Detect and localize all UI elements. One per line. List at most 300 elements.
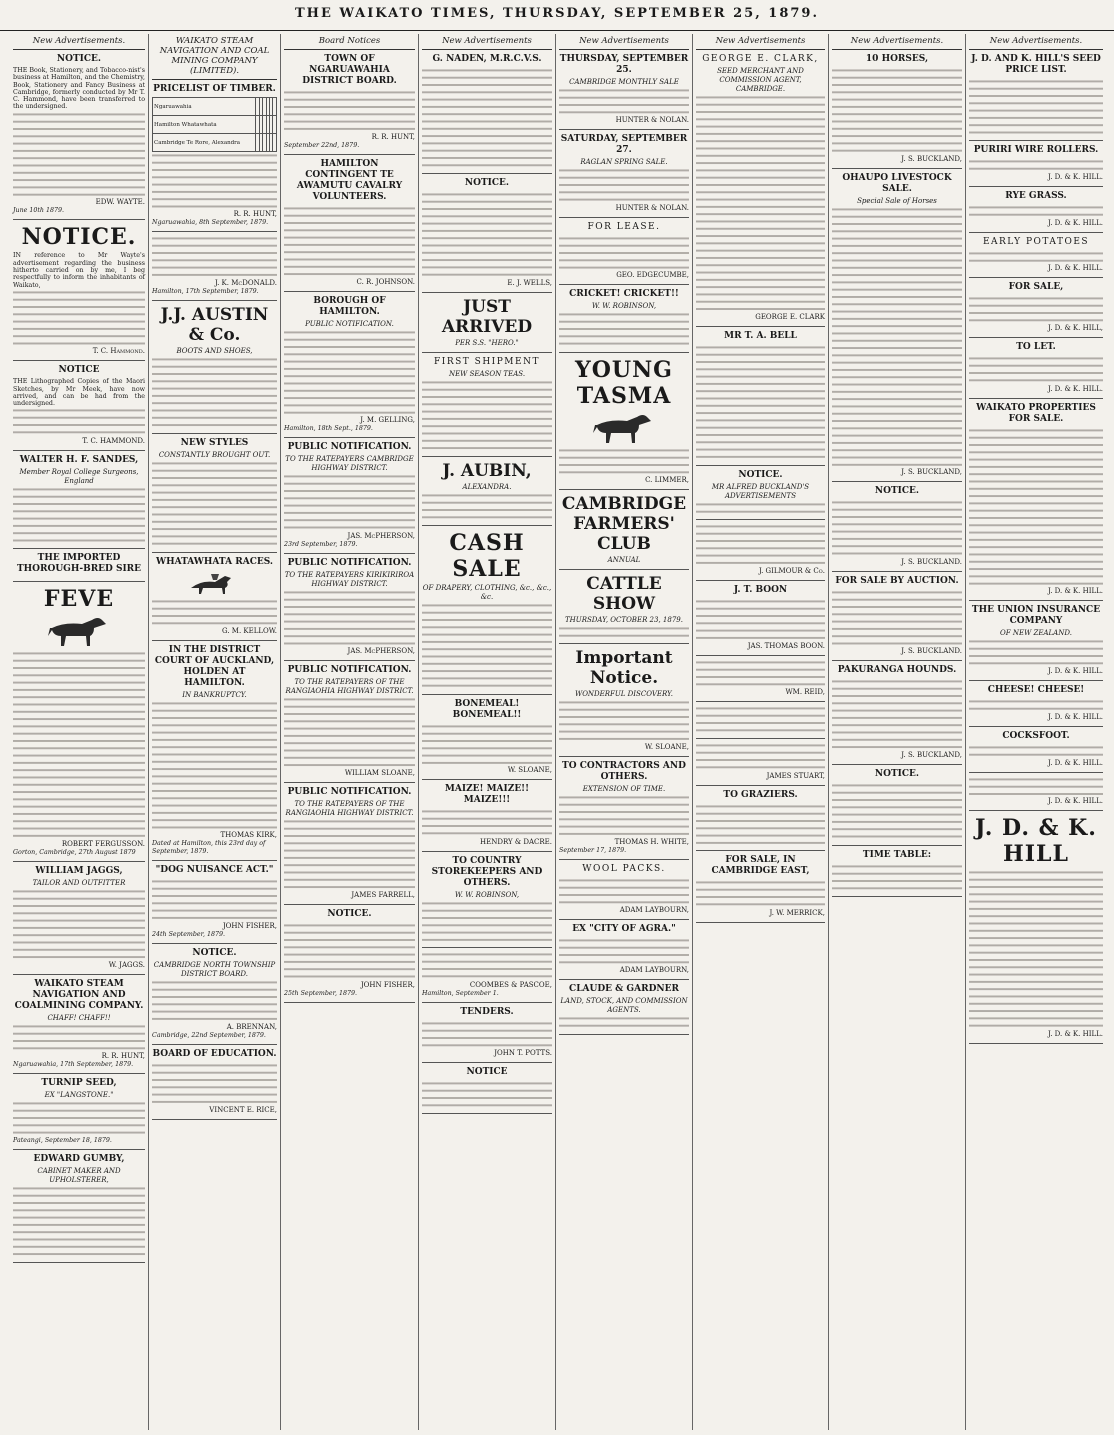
ad-signature: GEO. EDGECUMBE, (616, 271, 689, 280)
ad-small-print (969, 744, 1103, 759)
ad-subheading: SEED MERCHANT AND COMMISSION AGENT, CAMBRIDGE. (717, 67, 804, 93)
ad-heading: NOTICE. (874, 769, 920, 780)
ad-subheading: W. W. ROBINSON, (454, 890, 520, 899)
ad-heading: FOR SALE, (1008, 282, 1064, 293)
ad-signature: THOMAS KIRK, (220, 831, 277, 840)
ad-heading: G. NADEN, M.R.C.V.S. (432, 54, 542, 64)
ad-heading: HAMILTON CONTINGENT TE AWAMUTU CAVALRY VOLUNTEERS. (296, 158, 403, 202)
ad-small-print (152, 460, 277, 548)
advertisement (969, 338, 1103, 398)
ad-signature: J. D. & K. HILL. (1047, 797, 1103, 806)
ad-heading: TO LET. (1016, 342, 1056, 353)
ad-small-print (969, 78, 1103, 136)
ad-small-print (152, 979, 277, 1023)
ad-subheading: Member Royal College Surgeons, England (19, 467, 139, 485)
column-6 (693, 34, 829, 1430)
advertisement (284, 50, 415, 155)
price-cell (273, 134, 277, 152)
ad-body-text: THE Book, Stationery, and Tobacco-nist's business at Hamilton, and the Chemistry, Book, Stationery and Fancy Business at Cambridge, formerly conducted by Mr T. C. Hammond, have been transferred to the undersigned. (13, 67, 145, 111)
ad-signature: J. S. BUCKLAND. (901, 557, 962, 566)
advertisement (832, 50, 962, 169)
advertisement (152, 1045, 277, 1120)
ad-small-print (696, 705, 825, 734)
ad-signature: J. S. BUCKLAND. (901, 647, 962, 656)
ad-small-print (832, 782, 962, 840)
advertisement (696, 581, 825, 656)
ad-signature: JAS. McPHERSON, (347, 531, 415, 540)
ad-signature: J. D. & K. HILL. (1047, 587, 1103, 596)
column-2 (149, 34, 281, 1430)
advertisement (284, 783, 415, 905)
timber-price-table (152, 97, 277, 152)
ad-heading: JUST ARRIVED (441, 296, 533, 337)
ad-small-print (559, 877, 689, 906)
ad-signature: J. W. MERRICK, (769, 908, 825, 917)
ad-signature: A. BRENNAN, (226, 1022, 277, 1031)
ad-small-print (13, 407, 145, 436)
ad-signature: GEORGE E. CLARK (755, 313, 825, 321)
ad-date: 25th September, 1879. (284, 989, 358, 997)
ad-date: 24th September, 1879. (152, 931, 226, 939)
ad-heading: NOTICE. (738, 469, 783, 480)
ad-signature: HENDRY & DACRE. (480, 837, 552, 846)
ad-subheading: CAMBRIDGE MONTHLY SALE (569, 78, 679, 86)
advertisement (559, 218, 689, 286)
ad-small-print (969, 698, 1103, 713)
ad-heading: PAKURANGA HOUNDS. (837, 665, 957, 676)
ad-small-print (284, 329, 415, 417)
ad-heading: PUBLIC NOTIFICATION. (287, 557, 412, 568)
ad-signature: THOMAS H. WHITE, (614, 838, 689, 847)
ad-subheading: Special Sale of Horses (857, 196, 937, 205)
ad-subheading: BOOTS AND SHOES, (176, 347, 253, 356)
ad-subheading: LAND, STOCK, AND COMMISSION AGENTS. (560, 997, 688, 1015)
ad-signature: J. S. BUCKLAND, (901, 154, 962, 163)
ad-small-print (832, 206, 962, 469)
ad-subheading: WONDERFUL DISCOVERY. (575, 690, 673, 699)
ad-heading: PRICELIST OF TIMBER. (153, 84, 276, 94)
advertisement (969, 681, 1103, 727)
column-8 (966, 34, 1106, 1430)
ad-heading: WILLIAM JAGGS, (35, 865, 123, 876)
ad-heading: WAIKATO PROPERTIES FOR SALE. (976, 402, 1096, 424)
ad-small-print (284, 205, 415, 278)
advertisement (832, 846, 962, 897)
ad-small-print (559, 1015, 689, 1030)
ad-heading: OHAUPO LIVESTOCK SALE. (842, 172, 952, 194)
ad-heading: TO COUNTRY STOREKEEPERS AND OTHERS. (431, 855, 543, 888)
ad-heading: MAIZE! MAIZE!! MAIZE!!! (444, 784, 530, 806)
ad-heading: TURNIP SEED, (41, 1078, 117, 1088)
ad-signature: J. S. BUCKLAND, (901, 468, 962, 477)
ad-subheading: ALEXANDRA. (462, 482, 512, 491)
ad-signature: W. JAGGS. (108, 960, 145, 969)
ad-small-print (284, 589, 415, 647)
ad-subheading: OF DRAPERY, CLOTHING, &c., &c., &c. (422, 583, 552, 601)
ad-small-print (559, 937, 689, 966)
column-1 (10, 34, 149, 1430)
ad-small-print (969, 295, 1103, 324)
column-5 (556, 34, 693, 1430)
advertisement (969, 50, 1103, 141)
column-7 (829, 34, 966, 1430)
price-cell (273, 116, 277, 134)
ad-subheading: MR ALFRED BUCKLAND'S ADVERTISEMENTS (711, 482, 810, 500)
advertisement (969, 233, 1103, 279)
ad-heading: THE IMPORTED THOROUGH-BRED SIRE (16, 553, 142, 575)
column-header: New Advertisements (422, 34, 552, 50)
ad-signature: JAMES FARRELL, (351, 891, 415, 900)
ad-small-print (696, 879, 825, 908)
ad-heading: RYE GRASS. (1005, 190, 1067, 201)
price-row-label: Hamilton Whatawhata (153, 116, 256, 134)
ad-signature: JOHN T. POTTS. (494, 1048, 552, 1057)
ad-small-print (422, 1080, 552, 1109)
ad-heading: PURIRI WIRE ROLLERS. (973, 145, 1099, 156)
advertisement (696, 786, 825, 852)
ad-heading: TO CONTRACTORS AND OTHERS. (562, 761, 686, 783)
advertisement (559, 490, 689, 570)
advertisement (696, 466, 825, 521)
masthead (0, 0, 1114, 31)
advertisement (696, 851, 825, 922)
ad-small-print (969, 355, 1103, 384)
ad-small-print (152, 1062, 277, 1106)
ad-signature: R. R. HUNT, (101, 1052, 145, 1060)
advertisement (13, 451, 145, 549)
ad-signature: W. SLOANE, (507, 766, 552, 775)
ad-small-print (559, 311, 689, 348)
advertisement (696, 327, 825, 466)
ad-heading: TENDERS. (460, 1006, 514, 1017)
ad-signature: EDW. WAYTE. (95, 198, 145, 207)
column-header: WAIKATO STEAM NAVIGATION AND COAL MINING COMPANY (LIMITED). (152, 34, 277, 80)
ad-small-print (152, 598, 277, 627)
ad-heading: GEORGE E. CLARK, (702, 54, 819, 64)
ad-heading: "DOG NUISANCE ACT." (155, 865, 274, 876)
ad-heading: TIME TABLE: (862, 849, 932, 860)
ad-small-print (969, 250, 1103, 265)
ad-subheading: IN BANKRUPTCY. (182, 690, 247, 699)
ad-heading: NOTICE (58, 365, 100, 376)
ad-date: September 17, 1879. (559, 847, 627, 855)
ad-small-print (152, 152, 277, 210)
ad-small-print (969, 638, 1103, 667)
ad-small-print (696, 501, 825, 516)
advertisement (559, 130, 689, 218)
ad-small-print (13, 111, 145, 199)
ad-small-print (422, 723, 552, 767)
ad-small-print (422, 951, 552, 980)
advertisement (969, 141, 1103, 187)
ad-heading: PUBLIC NOTIFICATION. (287, 442, 412, 453)
ad-signature: J. D. & K. HILL, (1047, 324, 1103, 333)
ad-subheading: CHAFF! CHAFF!! (47, 1013, 111, 1022)
ad-small-print (696, 742, 825, 771)
advertisement (284, 438, 415, 553)
ad-signature: JOHN FISHER, (222, 922, 277, 931)
ad-small-print (696, 344, 825, 461)
advertisement (832, 572, 962, 661)
ad-heading: CLAUDE & GARDNER (569, 984, 679, 995)
ad-signature: J. D. & K. HILL. (1047, 384, 1103, 393)
ad-heading: CASH SALE (449, 529, 525, 582)
advertisement (559, 570, 689, 645)
price-cell (273, 98, 277, 116)
ad-heading: NOTICE (466, 1066, 508, 1077)
ad-heading: PUBLIC NOTIFICATION. (287, 787, 412, 798)
column-3 (281, 34, 419, 1430)
ad-subheading: TAILOR AND OUTFITTER (32, 878, 126, 887)
advertisement (969, 399, 1103, 602)
ad-subheading: TO THE RATEPAYERS OF THE RANGIAOHIA HIGHWAY DISTRICT. (285, 678, 414, 696)
advertisement (559, 920, 689, 980)
advertisement (13, 549, 145, 582)
ad-small-print (422, 1020, 552, 1049)
advertisement (969, 727, 1103, 773)
ad-heading: J. AUBIN, (442, 460, 532, 481)
ad-subheading: TO THE RATEPAYERS OF THE RANGIAOHIA HIGHWAY DISTRICT. (285, 800, 414, 818)
ad-signature: JAMES STUART, (766, 771, 825, 780)
horse-engraving-icon (44, 614, 114, 648)
advertisement (152, 861, 277, 944)
ad-small-print (13, 289, 145, 347)
advertisement (832, 169, 962, 483)
ad-heading: J. T. BOON (733, 585, 788, 596)
advertisement (969, 187, 1103, 233)
ad-small-print (152, 700, 277, 831)
ad-signature: C. R. JOHNSON. (356, 277, 415, 286)
ad-heading: TOWN OF NGARUAWAHIA DISTRICT BOARD. (302, 54, 397, 86)
ad-date: 23rd September, 1879. (284, 540, 358, 548)
ad-subheading: NEW SEASON TEAS. (448, 369, 526, 378)
ad-small-print (832, 589, 962, 647)
race-engraving-icon (185, 570, 245, 596)
advertisement (422, 353, 552, 457)
advertisement (152, 553, 277, 641)
ad-small-print (13, 486, 145, 544)
ad-small-print (559, 625, 689, 640)
ad-signature: VINCENT E. RICE, (209, 1105, 277, 1114)
advertisement (832, 661, 962, 765)
advertisement (696, 739, 825, 785)
ad-heading: FIRST SHIPMENT (434, 356, 540, 367)
ad-heading: J.J. AUSTIN & Co. (160, 305, 269, 346)
ad-heading: NOTICE. (874, 486, 920, 497)
ad-signature: T. C. Hammond. (92, 347, 145, 356)
ad-heading: BONEMEAL! BONEMEAL!! (452, 698, 522, 720)
advertisement (422, 948, 552, 1002)
advertisement (969, 811, 1103, 1044)
ad-subheading: THURSDAY, OCTOBER 23, 1879. (565, 615, 683, 624)
ad-small-print (284, 473, 415, 531)
ad-heading: NOTICE. (192, 948, 237, 959)
ad-signature: J. M. GELLING, (360, 416, 415, 425)
ad-small-print (284, 922, 415, 980)
ad-signature: HUNTER & NOLAN. (615, 203, 689, 212)
ad-date: September 22nd, 1879. (284, 141, 360, 149)
ad-heading: J. D. AND K. HILL'S SEED PRICE LIST. (971, 54, 1101, 75)
ad-heading: NEW STYLES (180, 438, 249, 449)
ad-date: Cambridge, 22nd September, 1879. (152, 1031, 266, 1039)
ad-small-print (422, 900, 552, 944)
ad-subheading: EX "LANGSTONE." (44, 1091, 114, 1099)
advertisement (284, 554, 415, 661)
ad-small-print (832, 678, 962, 751)
ad-signature: C. LIMMER, (645, 475, 689, 484)
ad-heading: NOTICE. (464, 178, 510, 189)
ad-subheading: TO THE RATEPAYERS CAMBRIDGE HIGHWAY DISTRICT. (285, 455, 414, 473)
advertisement (152, 434, 277, 553)
ad-date: Pateangi, September 18, 1879. (13, 1136, 112, 1144)
ad-heading: NOTICE. (56, 54, 102, 64)
ad-signature: W. SLOANE, (644, 743, 689, 752)
advertisement (13, 1074, 145, 1150)
advertisement (13, 862, 145, 975)
ad-heading: SATURDAY, SEPTEMBER 27. (560, 134, 688, 156)
ad-heading: WOOL PACKS. (582, 864, 666, 875)
ad-signature: J. D. & K. HILL. (1047, 667, 1103, 676)
advertisement (559, 353, 689, 490)
ad-small-print (13, 888, 145, 961)
ad-heading: EX "CITY OF AGRA." (572, 924, 676, 935)
ad-date: Ngaruawahia, 8th September, 1879. (152, 219, 269, 227)
ad-small-print (13, 1185, 145, 1258)
advertisement (13, 50, 145, 220)
ad-small-print (696, 523, 825, 567)
ad-date: Gorton, Cambridge, 27th August 1879 (13, 848, 136, 856)
ad-signature: J. D. & K. HILL. (1047, 172, 1103, 181)
advertisement (284, 155, 415, 292)
ad-signature: J. D. & K. HILL. (1047, 218, 1103, 227)
ad-heading: WALTER H. F. SANDES, (19, 454, 139, 465)
ad-signature: HUNTER & NOLAN. (615, 116, 689, 125)
ad-signature: ROBERT FERGUSSON. (61, 839, 145, 848)
ad-small-print (422, 602, 552, 690)
ad-signature: ADAM LAYBOURN, (619, 906, 689, 915)
column-header: New Advertisements. (969, 34, 1103, 50)
ad-small-print (422, 808, 552, 837)
ad-heading: BOARD OF EDUCATION. (152, 1048, 277, 1059)
ad-small-print (969, 427, 1103, 588)
ad-date: June 10th 1879. (13, 207, 64, 215)
advertisement (152, 232, 277, 301)
ad-heading: 10 HORSES, (865, 54, 929, 64)
ad-subheading: RAGLAN SPRING SALE. (580, 158, 668, 167)
advertisement (152, 641, 277, 861)
advertisement (13, 1150, 145, 1263)
ad-date: Hamilton, 18th Sept., 1879. (284, 425, 373, 433)
ad-subheading: TO THE RATEPAYERS KIRIKIRIROA HIGHWAY DISTRICT. (284, 570, 415, 588)
ad-body-text: THE Lithographed Copies of the Maori Sketches, by Mr Meek, have now arrived, and can be had from the undersigned. (13, 378, 145, 408)
ad-heading: CATTLE SHOW (586, 573, 662, 614)
ad-heading: CRICKET! CRICKET!! (569, 289, 679, 300)
advertisement (696, 520, 825, 581)
ad-small-print (152, 235, 277, 279)
ad-small-print (969, 158, 1103, 173)
advertisement (422, 293, 552, 353)
ad-date: Hamilton, September 1. (422, 989, 499, 997)
ad-subheading: OF NEW ZEALAND. (1000, 629, 1072, 638)
ad-small-print (832, 499, 962, 557)
ad-heading: CHEESE! CHEESE! (987, 685, 1085, 696)
ad-small-print (559, 235, 689, 272)
ad-signature: J. S. BUCKLAND, (901, 751, 962, 760)
ad-small-print (559, 447, 689, 476)
advertisement (422, 780, 552, 851)
ad-heading: Important Notice. (575, 648, 673, 689)
ad-heading: FEVE (43, 586, 115, 613)
ad-small-print (422, 67, 552, 169)
ad-heading: IN THE DISTRICT COURT OF AUCKLAND, HOLDEN AT HAMILTON. (154, 644, 275, 688)
column-header: New Advertisements (696, 34, 825, 50)
ad-small-print (969, 869, 1103, 1030)
ad-signature: J. GILMOUR & Co. (758, 567, 825, 576)
ad-signature: WILLIAM SLOANE, (344, 769, 415, 778)
ad-small-print (832, 67, 962, 155)
ad-small-print (422, 379, 552, 452)
advertisement (969, 601, 1103, 681)
ad-small-print (152, 356, 277, 429)
ad-subheading: W. W. ROBINSON, (591, 302, 657, 311)
advertisement (422, 526, 552, 695)
advertisement (422, 174, 552, 293)
advertisement (422, 1003, 552, 1063)
ad-small-print (284, 818, 415, 891)
ad-date: Ngaruawahia, 17th September, 1879. (13, 1061, 134, 1068)
advertisement (559, 285, 689, 353)
ad-subheading: EXTENSION OF TIME. (582, 785, 666, 794)
ad-small-print (13, 1100, 145, 1137)
advertisement (152, 80, 277, 232)
ad-heading: J. D. & K. HILL (975, 815, 1097, 868)
column-header: New Advertisements (559, 34, 689, 50)
advertisement (422, 1063, 552, 1114)
newspaper-columns (10, 34, 1106, 1430)
ad-small-print (284, 696, 415, 769)
advertisement (284, 905, 415, 1002)
advertisement (152, 944, 277, 1045)
ad-heading: FOR LEASE. (587, 221, 661, 232)
ad-heading: WAIKATO STEAM NAVIGATION AND COALMINING COMPANY. (14, 978, 144, 1011)
ad-small-print (559, 87, 689, 116)
advertisement (152, 301, 277, 434)
ad-heading: THE UNION INSURANCE COMPANY (971, 605, 1101, 627)
advertisement (559, 757, 689, 860)
advertisement (969, 278, 1103, 338)
ad-heading: THURSDAY, SEPTEMBER 25. (559, 54, 689, 75)
price-row-label: Cambridge Te Rore, Alexandra (153, 134, 256, 152)
ad-signature: R. R. HUNT, (233, 210, 277, 219)
ad-small-print (969, 204, 1103, 219)
advertisement (696, 656, 825, 702)
advertisement (284, 661, 415, 783)
ad-date: Hamilton, 17th September, 1879. (152, 288, 259, 296)
ad-signature: E. J. WELLS, (507, 278, 552, 287)
column-header: New Advertisements. (832, 34, 962, 50)
ad-small-print (13, 650, 145, 840)
ad-subheading: CABINET MAKER AND UPHOLSTERER, (37, 1166, 121, 1184)
ad-small-print (832, 863, 962, 892)
ad-heading: NOTICE. (327, 909, 372, 920)
ad-signature: COOMBES & PASCOE, (469, 980, 552, 989)
advertisement (832, 482, 962, 571)
ad-signature: JAS. THOMAS BOON. (747, 641, 825, 650)
ad-signature: J. K. McDONALD. (214, 279, 277, 288)
advertisement (13, 220, 145, 361)
column-header: Board Notices (284, 34, 415, 50)
ad-subheading: ANNUAL (607, 555, 641, 564)
